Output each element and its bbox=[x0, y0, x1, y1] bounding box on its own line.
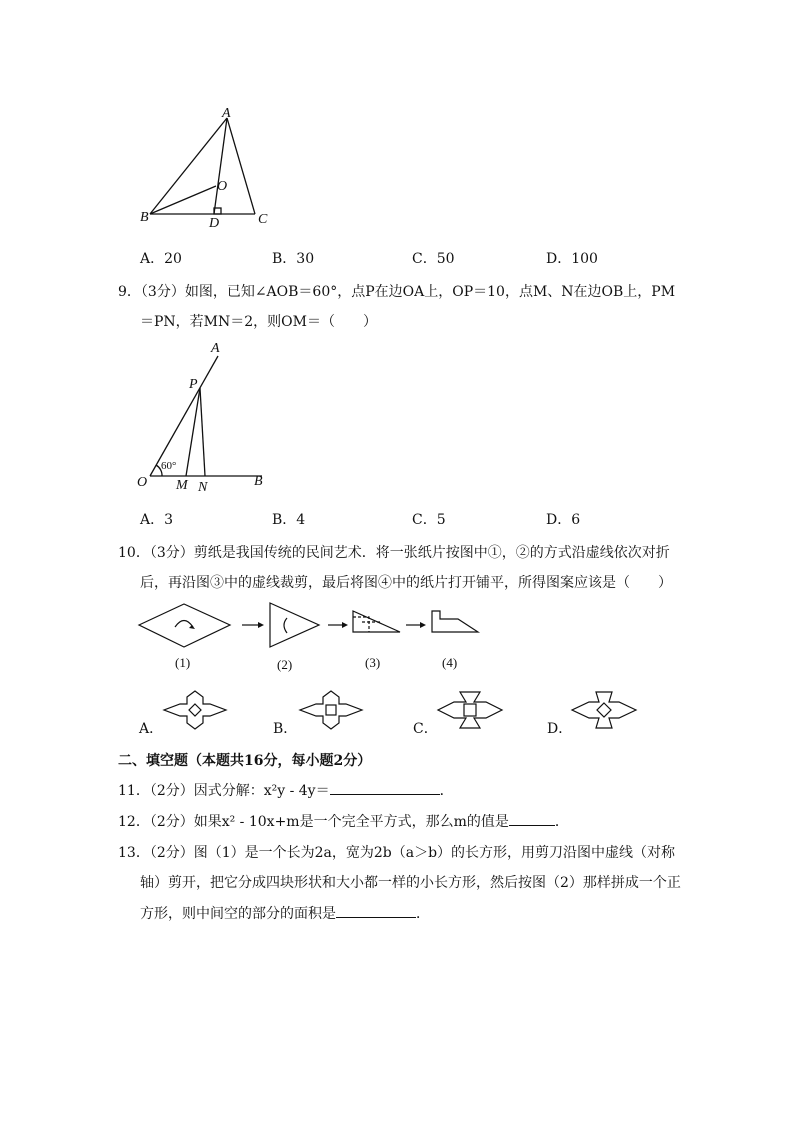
q13-stem-line1: 13．（2分）图（1）是一个长为2a，宽为2b（a＞b）的长方形，用剪刀沿图中虚线（对称 bbox=[118, 845, 676, 861]
q8-label-o: O bbox=[217, 179, 228, 194]
q8-option-c[interactable]: C．50 bbox=[412, 251, 455, 267]
q10-caption-3: (3) bbox=[365, 655, 381, 670]
q13-line3 bbox=[140, 903, 430, 923]
q8-option-d[interactable]: D．100 bbox=[546, 251, 598, 267]
q13-stem-line3: 方形，则中间空的部分的面积是 bbox=[140, 906, 336, 922]
q10-pattern-c bbox=[438, 692, 502, 728]
q11-answer-blank[interactable] bbox=[330, 780, 440, 795]
q8-label-d: D bbox=[209, 216, 220, 231]
q9-label-p: P bbox=[189, 377, 198, 392]
q9-label-b: B bbox=[254, 474, 263, 489]
q12-line bbox=[118, 811, 569, 831]
q10-option-d[interactable]: D． bbox=[547, 721, 573, 737]
q11-suffix: ． bbox=[439, 783, 454, 799]
q10-pattern-d bbox=[572, 692, 636, 728]
q11-stem: 11．（2分）因式分解：x²y - 4y＝ bbox=[118, 783, 330, 799]
q9-option-c[interactable]: C．5 bbox=[412, 512, 446, 528]
q9-label-a: A bbox=[211, 341, 220, 356]
q9-label-m: M bbox=[176, 478, 188, 493]
q8-label-a: A bbox=[222, 106, 231, 121]
q13-stem-line2: 轴）剪开，把它分成四块形状和大小都一样的小长方形，然后按图（2）那样拼成一个正 bbox=[140, 875, 681, 891]
q10-stem-line2: 后，再沿图③中的虚线裁剪，最后将图④中的纸片打开铺平，所得图案应该是（ ） bbox=[140, 575, 672, 591]
q9-label-o: O bbox=[137, 475, 148, 490]
q12-stem: 12．（2分）如果x² - 10x+m是一个完全平方式，那么m的值是 bbox=[118, 814, 509, 830]
q8-option-a[interactable]: A．20 bbox=[140, 251, 182, 267]
q10-option-b[interactable]: B． bbox=[273, 721, 298, 737]
q13-answer-blank[interactable] bbox=[336, 903, 416, 918]
q9-option-d[interactable]: D．6 bbox=[546, 512, 581, 528]
q9-option-a[interactable]: A．3 bbox=[140, 512, 174, 528]
q10-pattern-a bbox=[164, 691, 226, 729]
q9-angle-label: 60° bbox=[161, 460, 177, 472]
q10-caption-2: (2) bbox=[277, 657, 293, 672]
q9-stem-line1: 9．（3分）如图，已知∠AOB＝60°，点P在边OA上，OP＝10，点M、N在边OB上，PM bbox=[118, 284, 676, 300]
q8-label-b: B bbox=[140, 210, 149, 225]
q10-caption-4: (4) bbox=[442, 655, 458, 670]
q10-option-a[interactable]: A． bbox=[139, 721, 164, 737]
q13-suffix: ． bbox=[416, 906, 430, 922]
q9-option-b[interactable]: B．4 bbox=[272, 512, 306, 528]
q10-pattern-b bbox=[300, 691, 362, 729]
q11-line bbox=[118, 780, 454, 800]
q8-option-b[interactable]: B．30 bbox=[272, 251, 315, 267]
q10-option-c[interactable]: C． bbox=[413, 721, 438, 737]
q9-stem-line2: ＝PN，若MN＝2，则OM＝（ ） bbox=[140, 314, 377, 330]
section2-title: 二、填空题（本题共16分，每小题2分） bbox=[118, 753, 372, 769]
q8-label-c: C bbox=[258, 212, 268, 227]
q10-stem-line1: 10．（3分）剪纸是我国传统的民间艺术．将一张纸片按图中①，②的方式沿虚线依次对折 bbox=[118, 545, 670, 561]
q12-suffix: ． bbox=[554, 814, 569, 830]
q12-answer-blank[interactable] bbox=[509, 811, 555, 826]
q9-label-n: N bbox=[198, 480, 208, 495]
q10-caption-1: (1) bbox=[175, 655, 191, 670]
